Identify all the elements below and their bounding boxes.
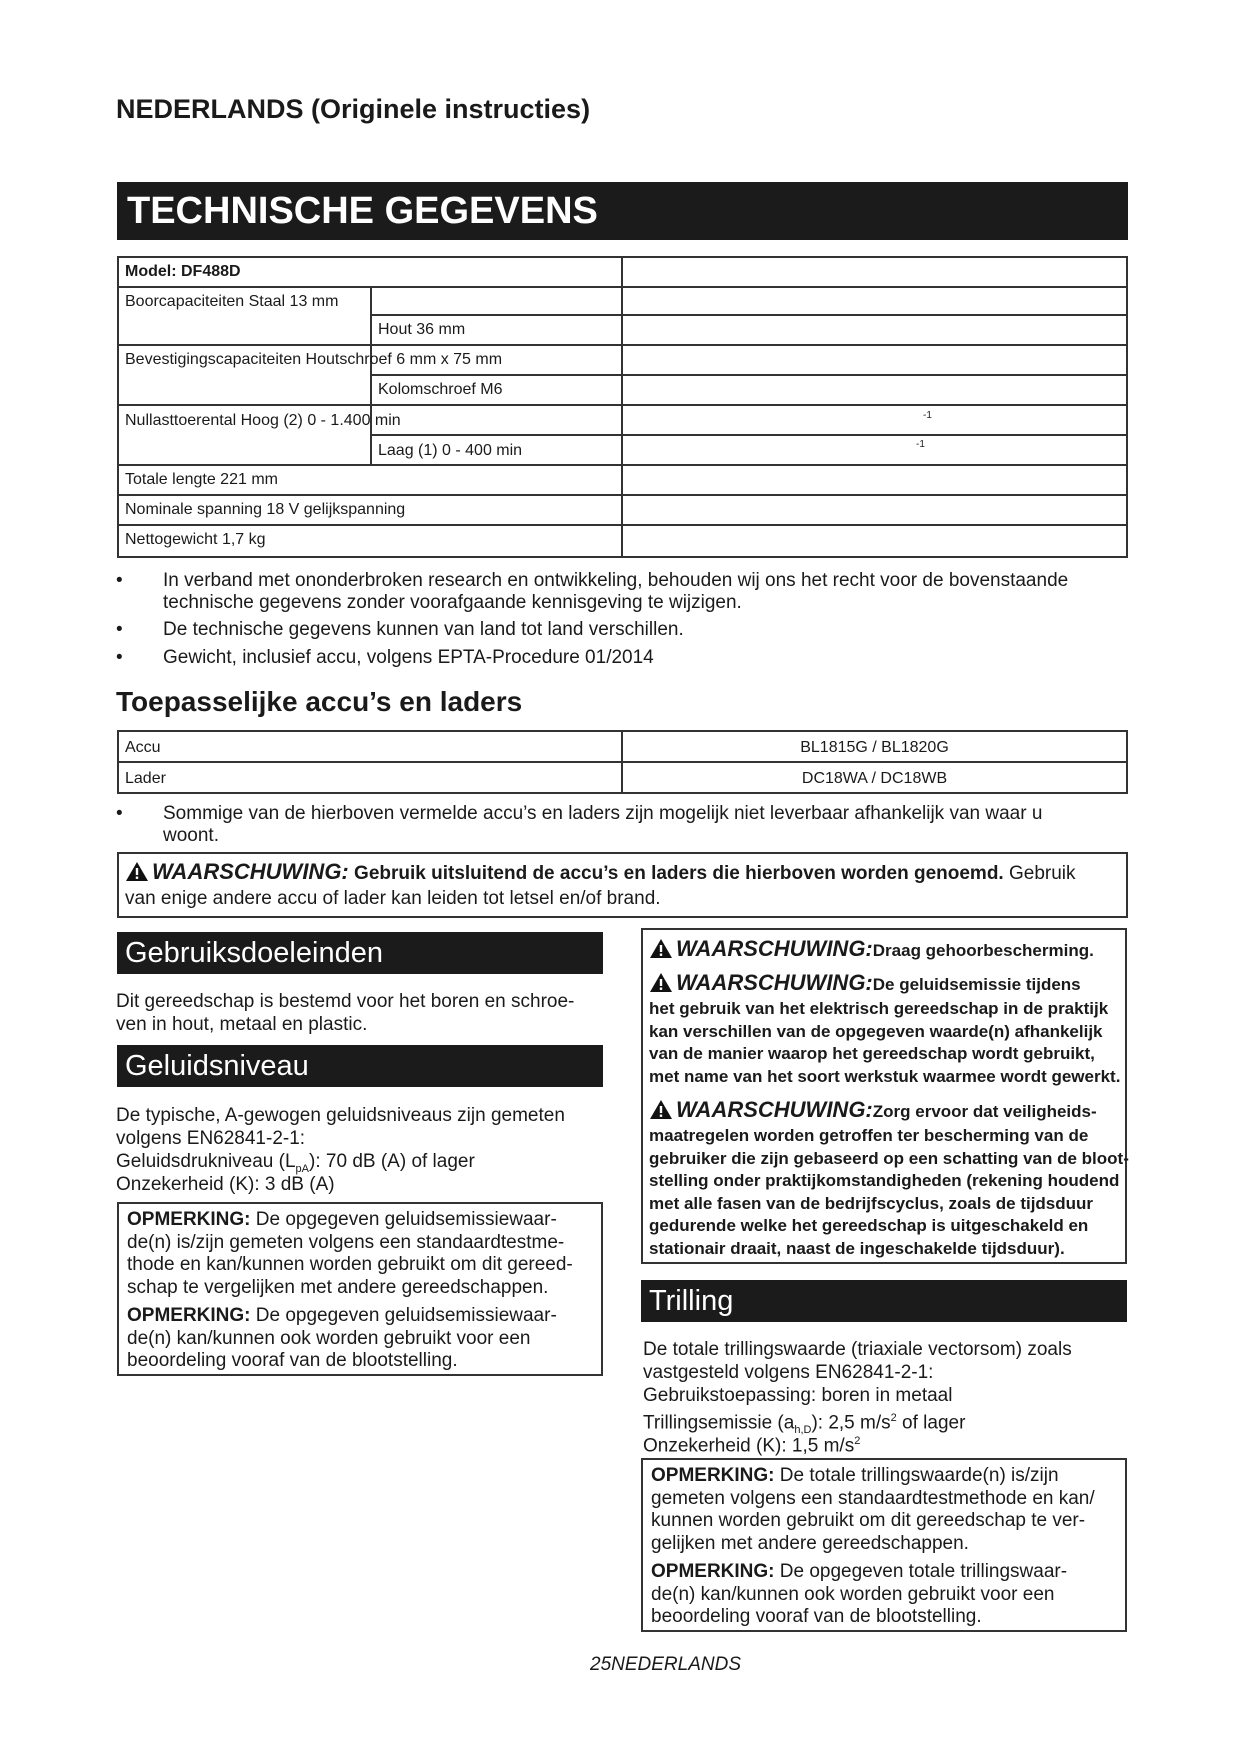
spec-lengte: Totale lengte 221 mm (125, 471, 278, 488)
charger-value: DC18WA / DC18WB (801, 770, 948, 787)
vibration-emission: Trillingsemissie $(a_{h,D})$: 2,5 $m/s^2$ of lager (643, 1412, 966, 1437)
spec-laag-sup: -1 (916, 439, 925, 450)
tech-specs-banner: TECHNISCHE GEGEVENS (117, 182, 1128, 240)
usage-text-2: ven in hout, metaal en plastic. (116, 1014, 368, 1035)
usage-text-1: Dit gereedschap is bestemd voor het boren en schroe- (116, 991, 575, 1012)
spec-table (117, 256, 1128, 558)
warning-safety: WAARSCHUWING:Zorg ervoor dat veiligheids- maatregelen worden getroffen ter bescherming van de gebruiker die zijn gebaseerd op een schatting van de bloot- stelling onder praktijkomstandigheden (rekening houdend met alle fasen van de bedrijfscyclus, zoals de tijdsduur gedurende welke het gereedschap is uitgeschakeld en stationair draait, naast de ingeschakelde tijdsduur). (649, 1097, 1129, 1258)
charger-label: Lader (125, 770, 166, 787)
spec-spanning: Nominale spanning 18 V gelijkspanning (125, 501, 406, 518)
spec-laag: Laag (1) 0 - 400 min (378, 442, 523, 459)
vibration-text-1: De totale trillingswaarde (triaxiale vectorsom) zoals (643, 1339, 1072, 1360)
language-title: NEDERLANDS (Originele instructies) (116, 94, 591, 124)
noise-uncertainty: Onzekerheid (K): 3 dB (A) (116, 1174, 335, 1195)
warning-icon (649, 938, 673, 964)
page-footer: 25NEDERLANDS (590, 1654, 741, 1675)
noise-text-2: volgens EN62841-2-1: (116, 1128, 306, 1149)
spec-hout: Hout 36 mm (378, 321, 466, 338)
spec-nullast-sup: -1 (923, 410, 932, 421)
bullet-icon: • (116, 803, 123, 824)
bullet-icon: • (116, 647, 123, 668)
warning-icon (125, 861, 149, 889)
batteries-title: Toepasselijke accu’s en laders (116, 686, 523, 717)
spec-gewicht: Nettogewicht 1,7 kg (125, 531, 266, 548)
spec-bevestiging: Bevestigingscapaciteiten Houtschroef 6 mm x 75 mm (125, 351, 503, 368)
noise-warnings-box (641, 928, 1127, 1264)
warning-hearing: WAARSCHUWING:Draag gehoorbescherming. (649, 936, 1129, 964)
spec-model: Model: DF488D (125, 263, 241, 280)
vibration-banner: Trilling (641, 1280, 1127, 1322)
warning-icon (649, 972, 673, 998)
battery-value: BL1815G / BL1820G (800, 739, 949, 756)
bullet-icon: • (116, 619, 123, 640)
noise-banner: Geluidsniveau (117, 1045, 603, 1087)
warning-emission: WAARSCHUWING:De geluidsemissie tijdens het gebruik van het elektrisch gereedschap in de praktijk kan verschillen van de opgegeven waarde(n) afhankelijk van de manier waarop het gereedschap wordt gebruikt, met name van het soort werkstuk waarmee wordt gewerkt. (649, 970, 1121, 1086)
vibration-notes-box: OPMERKING: De totale trillingswaarde(n) is/zijn gemeten volgens een standaardtestmethode en kan/ kunnen worden gebruikt om dit gereedschap te ver- gelijken met andere gereedschappen. OPMERKING: De opgegeven totale trillingswaar- de(n) kan/kunnen ook worden gebruikt voor een beoordeling vooraf van de blootstelling. (641, 1458, 1127, 1632)
bullet-icon: • (116, 570, 123, 591)
vibration-uncertainty: Onzekerheid (K): 1,5 $m/s^2$ (643, 1435, 861, 1457)
battery-label: Accu (125, 739, 161, 756)
spec-nullasttoerental: Nullasttoerental Hoog (2) 0 - 1.400 min (125, 412, 401, 429)
spec-kolomschroef: Kolomschroef M6 (378, 381, 503, 398)
warning-icon (649, 1099, 673, 1125)
noise-pressure: Geluidsdrukniveau $(L_{pA})$: 70 dB (A) of lager (116, 1151, 475, 1175)
usage-banner: Gebruiksdoeleinden (117, 932, 603, 974)
noise-text-1: De typische, A-gewogen geluidsniveaus zijn gemeten (116, 1105, 565, 1126)
vibration-text-2: vastgesteld volgens EN62841-2-1: (643, 1362, 934, 1383)
spec-boorcapaciteit: Boorcapaciteiten Staal 13 mm (125, 293, 339, 310)
battery-warning-box: WAARSCHUWING: Gebruik uitsluitend de accu’s en laders die hierboven worden genoemd. Gebruik van enige andere accu of lader kan leiden tot letsel en/of brand. (117, 852, 1128, 918)
battery-table (117, 730, 1128, 794)
noise-notes-box: OPMERKING: De opgegeven geluidsemissiewaar- de(n) is/zijn gemeten volgens een standaardtestme- thode en kan/kunnen worden gebruikt om dit gereed- schap te vergelijken met andere gereedschappen. OPMERKING: De opgegeven geluidsemissiewaar- de(n) kan/kunnen ook worden gebruikt voor een beoordeling vooraf van de blootstelling. (117, 1202, 603, 1376)
vibration-application: Gebruikstoepassing: boren in metaal (643, 1385, 953, 1406)
